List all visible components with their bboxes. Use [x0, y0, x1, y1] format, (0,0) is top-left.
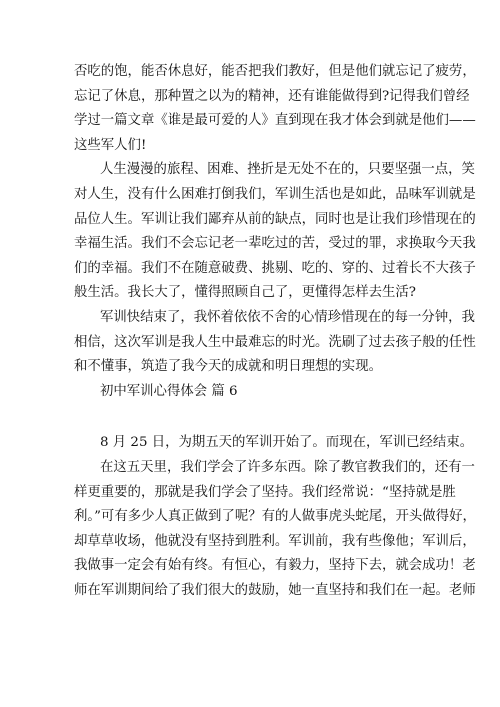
- text-line: 利。”可有多少人真正做到了呢？有的人做事虎头蛇尾，开头做得好，: [74, 509, 476, 525]
- text-line: 人生漫漫的旅程、困难、挫折是无处不在的，只要坚强一点，笑: [100, 162, 475, 178]
- text-line: 幸福生活。我们不会忘记老一辈吃过的苦，受过的罪，求换取今天我: [74, 236, 476, 252]
- text-line: 对人生，没有什么困难打倒我们，军训生活也是如此，品味军训就是: [74, 186, 476, 202]
- paragraph-3: [74, 306, 476, 380]
- text-line: 和不懂事，筑造了我今天的成就和明日理想的实现。: [74, 359, 382, 375]
- text-line: 这些军人们!: [74, 137, 147, 153]
- text-line: 们的幸福。我们不在随意破费、挑剔、吃的、穿的、过着长不大孩子: [74, 260, 476, 276]
- text-line: 我做事一定会有始有终。有恒心，有毅力，坚持下去，就会成功！老: [74, 558, 476, 574]
- text-line: 学过一篇文章《谁是最可爱的人》直到现在我才体会到就是他们——: [74, 113, 476, 129]
- text-line: 样更重要的，那就是我们学会了坚持。我们经常说：“坚持就是胜: [74, 484, 456, 500]
- text-line: 相信，这次军训是我人生中最难忘的时光。洗刷了过去孩子般的任性: [74, 334, 476, 350]
- text-line: 师在军训期间给了我们很大的鼓励，她一直坚持和我们在一起。老师: [74, 582, 476, 598]
- paragraph-4: [74, 431, 474, 456]
- text-line: 在这五天里，我们学会了许多东西。除了教官教我们的，还有一: [100, 459, 475, 475]
- text-line: 忘记了休息，那种置之以为的精神，还有谁能做得到?记得我们曾经: [74, 88, 470, 104]
- paragraph-1: [74, 60, 476, 158]
- text-line: 否吃的饱，能否休息好，能否把我们教好，但是他们就忘记了疲劳，: [74, 64, 476, 79]
- text-line: 般生活。我长大了，懂得照顾自己了，更懂得怎样去生活?: [74, 285, 416, 301]
- text-line: 军训快结束了，我怀着依依不舍的心情珍惜现在的每一分钟，我: [100, 309, 475, 325]
- document-page: [74, 60, 476, 603]
- text-line: 却草草收场，他就没有坚持到胜利。军训前，我有些像他；军训后，: [74, 533, 476, 549]
- text-line: 品位人生。军训让我们鄙弃从前的缺点，同时也是让我们珍惜现在的: [74, 211, 476, 227]
- paragraph-5: [74, 456, 476, 604]
- section-heading: 初中军训心得体会 篇 6: [100, 383, 238, 399]
- paragraph-2: [74, 158, 476, 306]
- text-line: 8 月 25 日，为期五天的军训开始了。而现在，军训已经结束。: [100, 435, 474, 451]
